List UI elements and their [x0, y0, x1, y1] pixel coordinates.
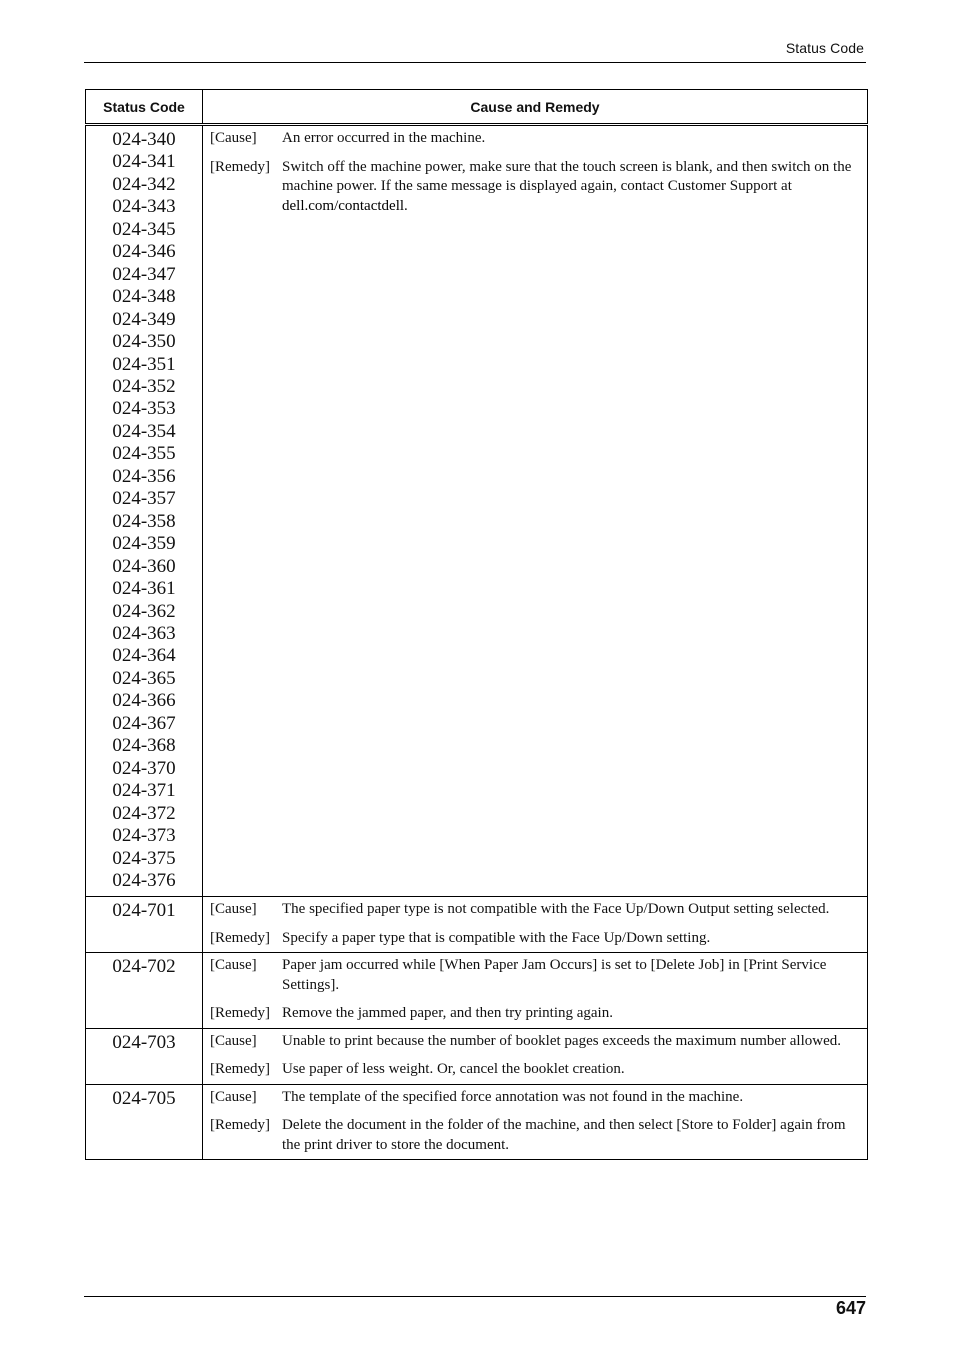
status-code: 024-356: [112, 465, 176, 487]
running-header: Status Code: [785, 40, 864, 56]
entry-text: [282, 1116, 859, 1155]
entry-text-body: Switch off the machine power, make sure that the touch screen is blank, and then switch on the machine power. If the same message is displayed again, contact Customer Support at: [282, 158, 852, 194]
support-link[interactable]: dell.com/contactdell: [282, 197, 405, 214]
column-header-status-code: Status Code: [86, 90, 203, 125]
entry-text-body: Delete the document in the folder of the machine, and then select [Store to Folder] again from the print driver to store the document.: [282, 1117, 846, 1153]
cause-entry: [210, 129, 859, 149]
cause-entry: [210, 956, 859, 995]
status-code: 024-373: [112, 825, 176, 847]
entry-text: [282, 1004, 859, 1024]
status-code-cell: [86, 953, 203, 1029]
status-code: 024-703: [112, 1031, 176, 1053]
table-row: [86, 897, 868, 953]
entry-text-body: Remove the jammed paper, and then try printing again.: [282, 1005, 613, 1022]
entry-tag: [Remedy]: [210, 1061, 270, 1078]
status-code: 024-340: [112, 129, 176, 150]
status-code: 024-355: [112, 443, 176, 465]
status-code: 024-701: [112, 900, 176, 922]
cause-remedy-cell: [203, 125, 868, 897]
status-code: 024-349: [112, 308, 176, 330]
status-code: 024-371: [112, 780, 176, 802]
status-code: 024-370: [112, 757, 176, 779]
table-header-row: [86, 90, 868, 125]
status-code: 024-357: [112, 488, 176, 510]
status-code: 024-375: [112, 847, 176, 869]
table-row: [86, 125, 868, 897]
entry-text-body: An error occurred in the machine.: [282, 130, 486, 146]
entry-text-body: The specified paper type is not compatible with the Face Up/Down Output setting selected.: [282, 901, 830, 918]
remedy-entry: [210, 1060, 859, 1080]
entry-text-body: The template of the specified force annotation was not found in the machine.: [282, 1088, 744, 1105]
status-code: 024-361: [112, 578, 176, 600]
status-code: 024-353: [112, 398, 176, 420]
status-code: 024-343: [112, 196, 176, 218]
table-row: [86, 1084, 868, 1160]
entry-text: [282, 1032, 859, 1052]
entry-tag: [Remedy]: [210, 158, 270, 175]
status-code: 024-352: [112, 375, 176, 397]
entry-text: [282, 1060, 859, 1080]
status-code-cell: [86, 1028, 203, 1084]
remedy-entry: [210, 1116, 859, 1155]
entry-text-body: Specify a paper type that is compatible with the Face Up/Down setting.: [282, 929, 711, 946]
status-code: 024-345: [112, 218, 176, 240]
entry-tag: [Cause]: [210, 1032, 257, 1049]
entry-tag: [Remedy]: [210, 1005, 270, 1022]
cause-remedy-cell: [203, 897, 868, 953]
status-code: 024-346: [112, 241, 176, 263]
page-number: 647: [835, 1298, 866, 1318]
status-code: 024-347: [112, 263, 176, 285]
table-row: [86, 953, 868, 1029]
status-code: 024-702: [112, 956, 176, 978]
cause-remedy-cell: [203, 1028, 868, 1084]
entry-text: [282, 929, 859, 949]
status-code: 024-351: [112, 353, 176, 375]
footer-rule: [84, 1296, 866, 1297]
table-body: [86, 125, 868, 1160]
status-code: 024-376: [112, 869, 176, 891]
cause-entry: [210, 1032, 859, 1052]
entry-tag: [Cause]: [210, 130, 257, 146]
cause-remedy-cell: [203, 953, 868, 1029]
status-code: 024-348: [112, 286, 176, 308]
entry-tag: [Cause]: [210, 957, 257, 974]
status-code: 024-342: [112, 173, 176, 195]
status-code: 024-350: [112, 331, 176, 353]
status-code-cell: [86, 897, 203, 953]
status-code: 024-360: [112, 555, 176, 577]
status-code-cell: [86, 1084, 203, 1160]
remedy-entry: [210, 158, 859, 217]
status-code: 024-368: [112, 735, 176, 757]
remedy-entry: [210, 929, 859, 949]
entry-tag: [Remedy]: [210, 929, 270, 946]
status-code: 024-364: [112, 645, 176, 667]
status-code: 024-365: [112, 667, 176, 689]
entry-tag: [Cause]: [210, 1088, 257, 1105]
header-rule: [84, 62, 866, 63]
table-row: [86, 1028, 868, 1084]
cause-entry: [210, 1088, 859, 1108]
status-code: 024-367: [112, 712, 176, 734]
status-code: 024-705: [112, 1087, 176, 1109]
entry-text: [282, 158, 859, 217]
status-code-table: [85, 89, 868, 1160]
entry-text: [282, 900, 859, 920]
entry-text-body: Use paper of less weight. Or, cancel the booklet creation.: [282, 1061, 625, 1078]
status-code: 024-372: [112, 802, 176, 824]
status-code: 024-341: [112, 151, 176, 173]
entry-text-body: Unable to print because the number of booklet pages exceeds the maximum number allowed.: [282, 1032, 841, 1049]
status-code: 024-359: [112, 533, 176, 555]
entry-text-suffix: .: [404, 197, 408, 214]
entry-text-body: Paper jam occurred while [When Paper Jam Occurs] is set to [Delete Job] in [Print Service Settings].: [282, 957, 827, 993]
cause-entry: [210, 900, 859, 920]
status-code: 024-358: [112, 510, 176, 532]
status-code-cell: [86, 125, 203, 897]
entry-text: [282, 1088, 859, 1108]
column-header-cause-and-remedy: Cause and Remedy: [203, 90, 868, 125]
status-code: 024-354: [112, 420, 176, 442]
cause-remedy-cell: [203, 1084, 868, 1160]
remedy-entry: [210, 1004, 859, 1024]
status-code: 024-366: [112, 690, 176, 712]
entry-text: [282, 129, 859, 149]
status-code: 024-362: [112, 600, 176, 622]
entry-tag: [Cause]: [210, 901, 257, 918]
entry-tag: [Remedy]: [210, 1117, 270, 1134]
entry-text: [282, 956, 859, 995]
status-code: 024-363: [112, 622, 176, 644]
